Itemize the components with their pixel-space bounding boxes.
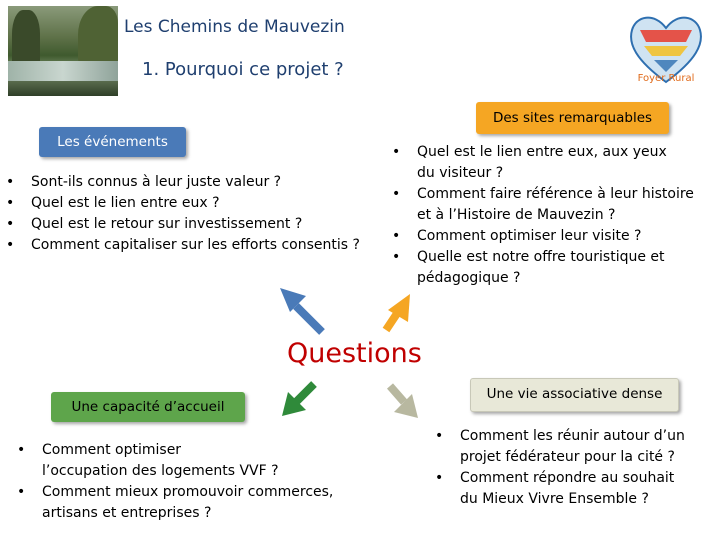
evenements-list: [6, 172, 360, 256]
list-item: • Sont-ils connus à leur juste valeur ?: [6, 172, 360, 193]
arrow-to-evenements-icon: [280, 288, 322, 332]
list-item: • Comment mieux promouvoir commerces, artisans et entreprises ?: [17, 482, 333, 524]
header-photo: [8, 6, 118, 96]
sites-label: Des sites remarquables: [476, 102, 669, 134]
vie-list: [435, 426, 685, 510]
arrow-to-capacite-icon: [282, 384, 314, 416]
list-item: • Comment répondre au souhait du Mieux Vivre Ensemble ?: [435, 468, 685, 510]
capacite-label: Une capacité d’accueil: [51, 392, 245, 422]
page-subtitle: 1. Pourquoi ce projet ?: [142, 59, 344, 80]
list-item: • Quel est le lien entre eux ?: [6, 193, 360, 214]
evenements-label: Les événements: [39, 127, 186, 157]
logo-caption: Foyer Rural: [637, 73, 695, 84]
capacite-list: [17, 440, 333, 524]
questions-title: Questions: [287, 338, 422, 369]
arrow-to-vie-icon: [390, 386, 418, 418]
list-item: • Quel est le retour sur investissement ?: [6, 214, 360, 235]
sites-list: [392, 142, 694, 289]
list-item: • Comment optimiser l’occupation des logements VVF ?: [17, 440, 333, 482]
site-title: Les Chemins de Mauvezin: [124, 17, 345, 37]
list-item: • Quel est le lien entre eux, aux yeux du visiteur ?: [392, 142, 694, 184]
arrow-to-sites-icon: [386, 294, 410, 330]
list-item: • Comment les réunir autour d’un projet fédérateur pour la cité ?: [435, 426, 685, 468]
list-item: • Comment faire référence à leur histoire et à l’Histoire de Mauvezin ?: [392, 184, 694, 226]
list-item: • Quelle est notre offre touristique et pédagogique ?: [392, 247, 694, 289]
vie-label: Une vie associative dense: [470, 378, 679, 412]
list-item: • Comment optimiser leur visite ?: [392, 226, 694, 247]
list-item: • Comment capitaliser sur les efforts consentis ?: [6, 235, 360, 256]
